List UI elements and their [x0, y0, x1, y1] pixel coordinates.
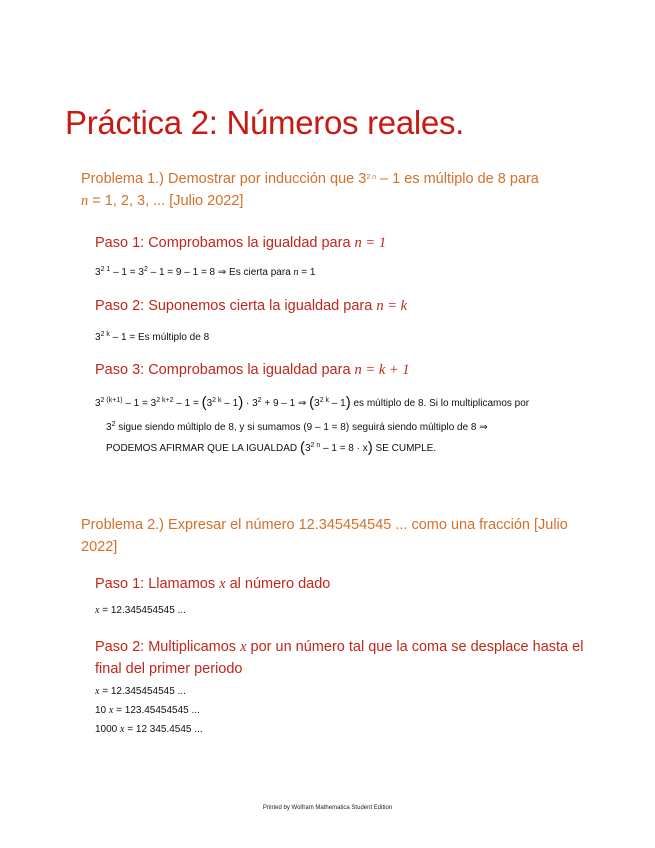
problem-2-statement: Problema 2.) Expresar el número 12.345454545 ... como una fracción [Julio 2022]: [81, 517, 568, 555]
problem-1-step-1-heading: Paso 1: Comprobamos la igualdad para n = 1: [95, 235, 387, 251]
problem-1-step-1-line: $3^{2 1} - 1 = 3^2 - 1 = 9 - 1 = 8$ ⇒ Es cierta para n = 1: [95, 266, 316, 278]
footer-printed-by: Printed by Wolfram Mathematica Student Edition: [262, 805, 393, 811]
problem-2-step-1-line: x = 12.345454545 ...: [95, 605, 186, 616]
problem-1-step-3-line-2: $3^2$ sigue siendo múltiplo de 8, y si sumamos (9 – 1 = 8) seguirá siendo múltiplo de 8 ⇒: [106, 421, 488, 433]
problem-1-step-3-line-1: $3^{2 (k+1)} - 1 = 3^{2 k+2} - 1 = (3^{2 k} - 1) \cdot 3^2 + 9 - 1$ ⇒ $(3^{2 k} - 1)$ es múltiplo de 8. Si lo multiplicamos por: [95, 394, 530, 411]
problem-2-step-2-heading: Paso 2: Multiplicamos x por un número tal que la coma se desplace hasta el final del primer periodo: [95, 639, 584, 677]
problem-1-step-2-line: $3^{2 k} - 1 = Es$ múltiplo de 8: [95, 331, 210, 343]
problem-2-step-1-heading: Paso 1: Llamamos x al número dado: [95, 576, 331, 592]
problem-1-step-3-heading: Paso 3: Comprobamos la igualdad para n = k + 1: [95, 362, 410, 378]
problem-1-step-3-line-3: PODEMOS AFIRMAR QUE LA IGUALDAD $(3^{2 n} - 1 = 8 \cdot x)$ SE CUMPLE.: [106, 439, 437, 456]
problem-1-step-2-heading: Paso 2: Suponemos cierta la igualdad para n = k: [95, 298, 408, 314]
page-title: Práctica 2: Números reales.: [65, 104, 465, 141]
problem-2-step-2-line-1: x = 12.345454545 ...: [95, 686, 186, 697]
problem-1-statement: Problema 1.) Demostrar por inducción que $3^{2 n} - 1$ es múltiplo de 8 para n = 1, 2, 3, ... [Julio 2022]: [81, 171, 539, 209]
problem-2-step-2-line-3: 1000 x = 12 345.4545 ...: [95, 724, 203, 735]
problem-2-step-2-line-2: 10 x = 123.45454545 ...: [95, 705, 200, 716]
